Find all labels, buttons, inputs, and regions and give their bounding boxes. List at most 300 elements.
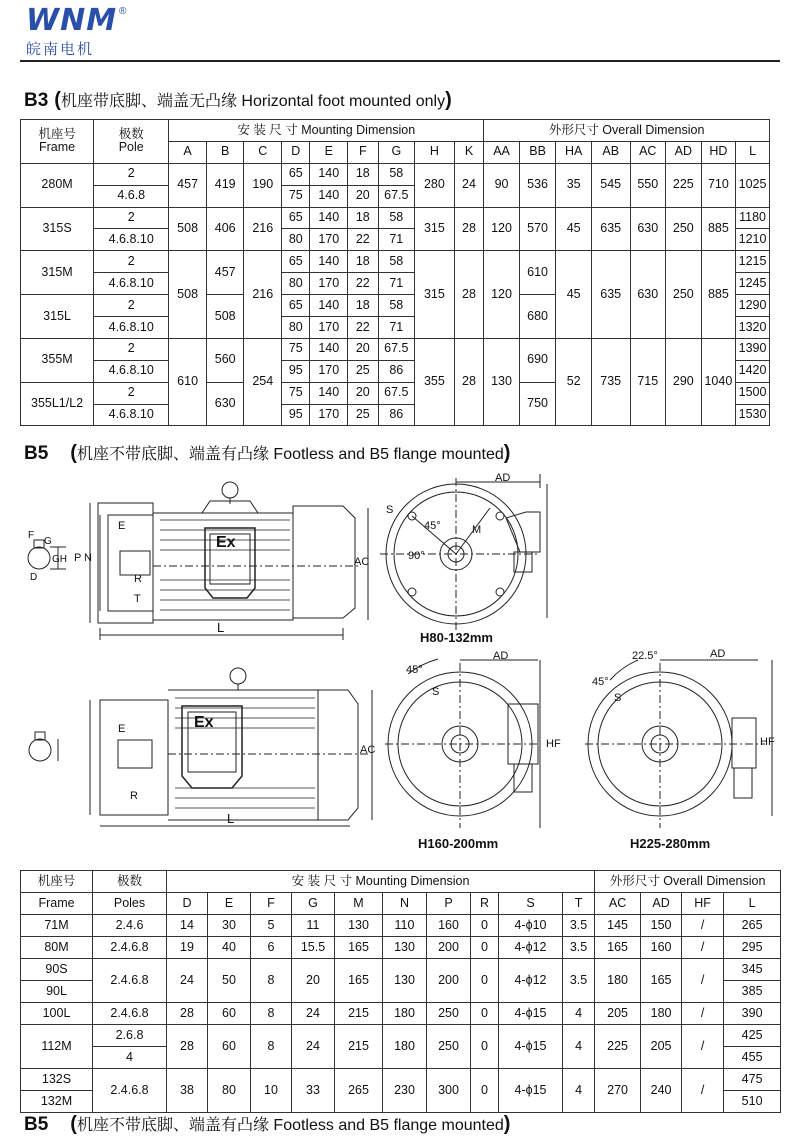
cell: 28 [454, 338, 484, 426]
cell: 4 [563, 1003, 595, 1025]
cell: 0 [471, 1025, 499, 1069]
cell: 200 [427, 959, 471, 1003]
dim-hf: HF [546, 738, 561, 750]
frame-header: 机座号 Frame [21, 120, 94, 164]
cell: 8 [251, 1025, 292, 1069]
cell: 20 [348, 338, 378, 360]
cell: 71 [378, 273, 415, 295]
cell-frame: 355M [21, 338, 94, 382]
cell-pole: 2 [94, 207, 169, 229]
cell: 18 [348, 295, 378, 317]
cell: 545 [591, 163, 630, 207]
cell: 130 [335, 915, 383, 937]
b3-code: B3 [24, 90, 49, 111]
col-header: E [310, 141, 348, 163]
cell: 635 [591, 251, 630, 339]
cell: 130 [484, 338, 520, 426]
cell-pole: 4.6.8.10 [94, 317, 169, 339]
cell: 165 [335, 937, 383, 959]
angle-45: 45° [406, 664, 423, 676]
cell: 630 [630, 251, 666, 339]
cell: 170 [310, 273, 348, 295]
cell: 140 [310, 338, 348, 360]
cell: 75 [282, 382, 310, 404]
cell: 457 [206, 251, 244, 295]
col-header: A [169, 141, 207, 163]
cell: 95 [282, 360, 310, 382]
cell: 60 [208, 1025, 251, 1069]
cell: 390 [724, 1003, 781, 1025]
dim-hf: HF [760, 736, 775, 748]
cell: 45 [556, 207, 592, 251]
cell-frame: 315M [21, 251, 94, 295]
cell-pole: 4.6.8.10 [94, 360, 169, 382]
cell: 250 [666, 251, 702, 339]
cell: 25 [348, 404, 378, 426]
cell: 630 [630, 207, 666, 251]
cell: 65 [282, 207, 310, 229]
cell: 735 [591, 338, 630, 426]
side-view-large [29, 668, 372, 826]
cell: 180 [641, 1003, 682, 1025]
cell: 215 [335, 1003, 383, 1025]
cell: 570 [519, 207, 556, 251]
cell: 508 [206, 295, 244, 339]
cell-pole: 2 [94, 295, 169, 317]
cell: 710 [701, 163, 736, 207]
cell: 5 [251, 915, 292, 937]
dim-f: F [28, 530, 35, 541]
cell: 280 [415, 163, 455, 207]
cell: 11 [292, 915, 335, 937]
col-header: F [251, 893, 292, 915]
cell: 120 [484, 251, 520, 339]
cell: 24 [292, 1025, 335, 1069]
table-row [21, 338, 770, 360]
dim-ad: AD [495, 472, 511, 484]
front-view-h225-280 [585, 660, 772, 828]
dim-t: T [134, 593, 141, 605]
b5-title [24, 441, 510, 465]
b5-close-paren: ) [503, 1113, 511, 1135]
cell: 45 [556, 251, 592, 339]
cell: 15.5 [292, 937, 335, 959]
cell: / [682, 1069, 724, 1113]
b5-desc: 机座不带底脚、端盖有凸缘 Footless and B5 flange mounted [76, 446, 504, 463]
b5-desc: 机座不带底脚、端盖有凸缘 Footless and B5 flange mounted [76, 1117, 504, 1134]
cell: 1390 [736, 338, 770, 360]
overall-dimension-header: 外形尺寸 Overall Dimension [484, 120, 770, 142]
cell: 14 [167, 915, 208, 937]
cell-frame: 315S [21, 207, 94, 251]
cell: 170 [310, 404, 348, 426]
table-row [21, 207, 770, 229]
cell-frame: 315L [21, 295, 94, 339]
cell-frame: 90L [21, 981, 93, 1003]
dim-m: M [472, 524, 482, 536]
cell: 1320 [736, 317, 770, 339]
col-header: AC [630, 141, 666, 163]
cell: 18 [348, 207, 378, 229]
cell: 25 [348, 360, 378, 382]
cell: 80 [282, 317, 310, 339]
cell: 18 [348, 251, 378, 273]
cell: 690 [519, 338, 556, 382]
cell: 885 [701, 251, 736, 339]
col-header: AC [595, 893, 641, 915]
cell: 67.5 [378, 338, 415, 360]
frame-header-cn: 机座号 [21, 871, 93, 893]
cell: 170 [310, 229, 348, 251]
cell: 4-ϕ12 [499, 937, 563, 959]
col-header: F [348, 141, 378, 163]
table-header-row [21, 871, 781, 893]
dim-ac: AC [354, 556, 370, 568]
cell: 419 [206, 163, 244, 207]
cell: 295 [724, 937, 781, 959]
cell: 250 [666, 207, 702, 251]
col-header: HF [682, 893, 724, 915]
cell: 22 [348, 317, 378, 339]
cell: 80 [282, 229, 310, 251]
cell: 145 [595, 915, 641, 937]
cell: 885 [701, 207, 736, 251]
registered-mark: ® [119, 6, 127, 17]
cell: 4 [563, 1069, 595, 1113]
cell: 65 [282, 163, 310, 185]
cell: 18 [348, 163, 378, 185]
cell: 225 [595, 1025, 641, 1069]
ex-mark: Ex [216, 534, 236, 551]
cell: 28 [454, 251, 484, 339]
col-header: G [378, 141, 415, 163]
cell: 254 [244, 338, 282, 426]
cell: 475 [724, 1069, 781, 1091]
table-row [21, 1003, 781, 1025]
cell: 610 [169, 338, 207, 426]
col-header: K [454, 141, 484, 163]
cell: 71 [378, 317, 415, 339]
pole-header-en: Poles [93, 893, 167, 915]
cell: 4-ϕ12 [499, 959, 563, 1003]
cell: 1040 [701, 338, 736, 426]
b5-code: B5 [24, 1114, 49, 1135]
cell: 635 [591, 207, 630, 251]
cell: 140 [310, 207, 348, 229]
cell: 216 [244, 207, 282, 251]
cell: 80 [208, 1069, 251, 1113]
dim-ad: AD [493, 650, 509, 662]
dim-s: S [614, 692, 622, 704]
col-header: HD [701, 141, 736, 163]
cell: 200 [427, 937, 471, 959]
cell: 1290 [736, 295, 770, 317]
pole-header-cn: 极数 [93, 871, 167, 893]
cell-pole: 2.4.6.8 [93, 1069, 167, 1113]
cell: 52 [556, 338, 592, 426]
cell: 457 [169, 163, 207, 207]
dim-e: E [118, 723, 126, 735]
overall-dimension-header: 外形尺寸 Overall Dimension [595, 871, 781, 893]
cell-pole: 2.4.6.8 [93, 937, 167, 959]
cell: 150 [641, 915, 682, 937]
cell: 165 [595, 937, 641, 959]
cell: 290 [666, 338, 702, 426]
col-header: B [206, 141, 244, 163]
b5-dimension-table [20, 870, 781, 1113]
cell: 140 [310, 295, 348, 317]
cell: 22 [348, 273, 378, 295]
cell: 90 [484, 163, 520, 207]
cell-pole: 2 [94, 163, 169, 185]
cell: 205 [641, 1025, 682, 1069]
cell: 180 [383, 1025, 427, 1069]
cell: 715 [630, 338, 666, 426]
cell-frame: 90S [21, 959, 93, 981]
cell: / [682, 1003, 724, 1025]
cell-pole: 2.4.6 [93, 915, 167, 937]
mounting-dimension-header: 安 装 尺 寸 Mounting Dimension [167, 871, 595, 893]
cell: 28 [167, 1025, 208, 1069]
angle-90: 90° [408, 550, 425, 562]
cell: 550 [630, 163, 666, 207]
cell: 140 [310, 163, 348, 185]
cell: 38 [167, 1069, 208, 1113]
cell: 40 [208, 937, 251, 959]
col-header: C [244, 141, 282, 163]
cell-frame: 80M [21, 937, 93, 959]
brand-name: 皖南电机 [26, 40, 95, 58]
cell: 24 [167, 959, 208, 1003]
cell: 190 [244, 163, 282, 207]
cell: 58 [378, 295, 415, 317]
cell: 630 [206, 382, 244, 426]
cell: 425 [724, 1025, 781, 1047]
cell: 315 [415, 251, 455, 339]
cell: 33 [292, 1069, 335, 1113]
col-header: D [282, 141, 310, 163]
dim-n: N [84, 552, 92, 564]
angle-45: 45° [424, 520, 441, 532]
col-header: N [383, 893, 427, 915]
table-row [21, 1069, 781, 1091]
cell-pole: 2.6.8 [93, 1025, 167, 1047]
cell: 4-ϕ10 [499, 915, 563, 937]
cell-frame: 100L [21, 1003, 93, 1025]
cell-frame: 132S [21, 1069, 93, 1091]
cell: 110 [383, 915, 427, 937]
cell: 95 [282, 404, 310, 426]
cell: 205 [595, 1003, 641, 1025]
b5-open-paren: ( [70, 1113, 77, 1135]
cell: 165 [641, 959, 682, 1003]
col-header: AB [591, 141, 630, 163]
cell: 250 [427, 1003, 471, 1025]
cell: 180 [595, 959, 641, 1003]
angle-22-5: 22.5° [632, 650, 658, 662]
ex-mark: Ex [194, 714, 214, 731]
dim-r: R [130, 790, 138, 802]
cell: 230 [383, 1069, 427, 1113]
dim-p: P [74, 552, 82, 564]
cell: 20 [348, 382, 378, 404]
cell-frame: 71M [21, 915, 93, 937]
cell: 140 [310, 251, 348, 273]
cell: 160 [641, 937, 682, 959]
motor-drawings [20, 468, 780, 858]
cell: 86 [378, 404, 415, 426]
dim-s: S [432, 686, 440, 698]
cell-frame: 132M [21, 1091, 93, 1113]
cell: 225 [666, 163, 702, 207]
cell: 216 [244, 251, 282, 339]
cell: / [682, 915, 724, 937]
cell: 67.5 [378, 382, 415, 404]
label-h80-132: H80-132mm [420, 630, 493, 645]
cell: 170 [310, 360, 348, 382]
cell: 610 [519, 251, 556, 295]
cell-pole: 2 [94, 338, 169, 360]
cell-pole: 2 [94, 382, 169, 404]
cell-pole: 2.4.6.8 [93, 1003, 167, 1025]
col-header: AA [484, 141, 520, 163]
cell: 10 [251, 1069, 292, 1113]
brand-logo [26, 3, 166, 60]
dim-ad: AD [710, 648, 726, 660]
dim-l: L [217, 620, 225, 635]
col-header: T [563, 893, 595, 915]
cell: 0 [471, 915, 499, 937]
header-rule [20, 60, 780, 62]
cell: 315 [415, 207, 455, 251]
col-header: L [736, 141, 770, 163]
dim-g: G [44, 536, 52, 547]
cell-frame: 280M [21, 163, 94, 207]
cell: 65 [282, 251, 310, 273]
cell: 160 [427, 915, 471, 937]
table-row [21, 915, 781, 937]
page-header [0, 0, 800, 62]
b3-close-paren: ) [445, 89, 452, 111]
col-header: D [167, 893, 208, 915]
cell: 67.5 [378, 185, 415, 207]
cell: 1420 [736, 360, 770, 382]
table-row [21, 163, 770, 185]
col-header: G [292, 893, 335, 915]
col-header: S [499, 893, 563, 915]
cell: 265 [724, 915, 781, 937]
cell: 86 [378, 360, 415, 382]
front-view-h160-200 [385, 659, 540, 828]
cell: 3.5 [563, 937, 595, 959]
table-header-row [21, 893, 781, 915]
col-header: H [415, 141, 455, 163]
cell: 3.5 [563, 915, 595, 937]
cell: 24 [454, 163, 484, 207]
cell: 0 [471, 1003, 499, 1025]
cell: 1215 [736, 251, 770, 273]
col-header: P [427, 893, 471, 915]
b5-title-bottom [24, 1112, 510, 1136]
cell: 1530 [736, 404, 770, 426]
cell: 24 [292, 1003, 335, 1025]
cell: 536 [519, 163, 556, 207]
col-header: L [724, 893, 781, 915]
cell: 4 [563, 1025, 595, 1069]
b3-open-paren: ( [54, 89, 61, 111]
table-row [21, 959, 781, 981]
b5-code: B5 [24, 443, 49, 464]
cell: 140 [310, 185, 348, 207]
cell: 6 [251, 937, 292, 959]
cell-frame: 112M [21, 1025, 93, 1069]
cell: 58 [378, 251, 415, 273]
b3-title [24, 88, 452, 112]
cell: 8 [251, 1003, 292, 1025]
cell: 20 [348, 185, 378, 207]
cell: 406 [206, 207, 244, 251]
col-header: AD [666, 141, 702, 163]
cell: 508 [169, 251, 207, 339]
col-header: M [335, 893, 383, 915]
table-row [21, 251, 770, 273]
cell: 345 [724, 959, 781, 981]
cell: 130 [383, 959, 427, 1003]
cell: 240 [641, 1069, 682, 1113]
cell: 560 [206, 338, 244, 382]
cell-frame: 355L1/L2 [21, 382, 94, 426]
front-view-h80-132 [380, 474, 547, 630]
cell: 180 [383, 1003, 427, 1025]
table-row [21, 1025, 781, 1047]
cell: 50 [208, 959, 251, 1003]
cell: 4-ϕ15 [499, 1025, 563, 1069]
cell: 1025 [736, 163, 770, 207]
cell: 170 [310, 317, 348, 339]
cell: 3.5 [563, 959, 595, 1003]
cell: 22 [348, 229, 378, 251]
dim-l: L [227, 811, 235, 826]
dim-r: R [134, 573, 142, 585]
cell: 455 [724, 1047, 781, 1069]
cell: 0 [471, 937, 499, 959]
label-h160-200: H160-200mm [418, 836, 499, 851]
cell: 1210 [736, 229, 770, 251]
cell: 0 [471, 959, 499, 1003]
dim-e: E [118, 520, 126, 532]
cell: 1180 [736, 207, 770, 229]
cell: 140 [310, 382, 348, 404]
cell: 58 [378, 163, 415, 185]
cell: 20 [292, 959, 335, 1003]
cell: / [682, 937, 724, 959]
cell-pole: 4.6.8.10 [94, 273, 169, 295]
cell: 19 [167, 937, 208, 959]
label-h225-280: H225-280mm [630, 836, 711, 851]
table-row [21, 937, 781, 959]
angle-45: 45° [592, 676, 609, 688]
cell: 355 [415, 338, 455, 426]
mounting-dimension-header: 安 装 尺 寸 Mounting Dimension [169, 120, 484, 142]
cell: 270 [595, 1069, 641, 1113]
cell: 265 [335, 1069, 383, 1113]
cell-pole: 4 [93, 1047, 167, 1069]
cell-pole: 4.6.8 [94, 185, 169, 207]
pole-header: 极数 Pole [94, 120, 169, 164]
col-header: AD [641, 893, 682, 915]
col-header: HA [556, 141, 592, 163]
logo-text: WNM [26, 3, 118, 38]
